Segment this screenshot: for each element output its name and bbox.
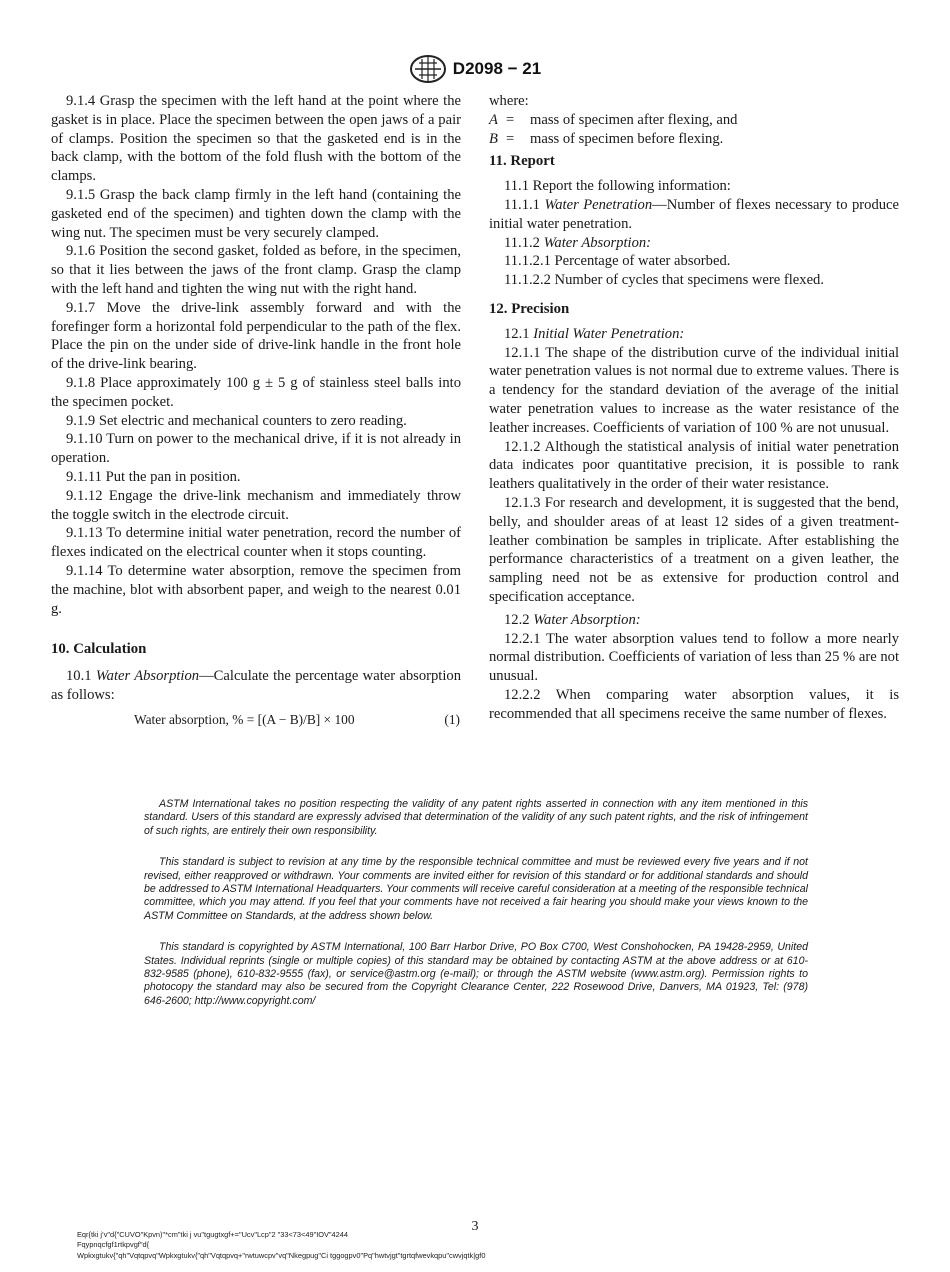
astm-logo-icon bbox=[409, 54, 447, 84]
paragraph-9-1-11: 9.1.11 Put the pan in position. bbox=[66, 468, 241, 485]
paragraph-9-1-12: 9.1.12 Engage the drive-link mechanism and immediately throw the toggle switch in the electrode circuit. bbox=[51, 487, 461, 523]
paragraph-term: Water Absorption: bbox=[533, 611, 641, 628]
paragraph-term: Water Absorption: bbox=[543, 234, 652, 251]
paragraph-12-1-3: 12.1.3 For research and development, it is suggested that the bend, belly, and shoulder areas of at least 12 sides of a given treatment-leather combination be samples in triplicate. After establishing the performance characteristics of a treatment on a given leather, the sampling need not be as extensive for production control and specification acceptance. bbox=[489, 494, 899, 605]
left-column bbox=[51, 92, 461, 730]
paragraph-11-1-2-1: 11.1.2.1 Percentage of water absorbed. bbox=[504, 253, 731, 270]
paragraph-term: Water Absorption bbox=[95, 668, 200, 685]
license-stamp bbox=[77, 1230, 677, 1261]
standard-designation: D2098 − 21 bbox=[452, 59, 542, 78]
paragraph-9-1-10: 9.1.10 Turn on power to the mechanical drive, if it is not already in operation. bbox=[51, 431, 461, 467]
paragraph-9-1-9: 9.1.9 Set electric and mechanical counters to zero reading. bbox=[66, 412, 407, 429]
copyright-notice: This standard is copyrighted by ASTM International, 100 Barr Harbor Drive, PO Box C700, West Conshohocken, PA 19428-2959, United States. Individual reprints (single or multiple copies) of this standard may be obtained by contacting ASTM at the above address or at 610-832-9585 (phone), 610-832-9555 (fax), or service@astm.org (e-mail); or through the ASTM website (www.astm.org). Permission rights to photocopy the standard may also be secured from the Copyright Clearance Center, 222 Rosewood Drive, Danvers, MA 01923, Tel: (978) 646-2600; http://www.copyright.com/ bbox=[144, 941, 808, 1007]
definition-equals: = bbox=[506, 130, 515, 147]
definition-text: mass of specimen after flexing, and bbox=[530, 111, 738, 128]
where-label: where: bbox=[489, 93, 529, 109]
paragraph-9-1-13: 9.1.13 To determine initial water penetration, record the number of flexes indicated on the electrical counter when it stops counting. bbox=[51, 525, 461, 561]
paragraph-12-2 bbox=[489, 611, 899, 630]
right-column bbox=[489, 92, 899, 724]
definition-b bbox=[489, 130, 899, 149]
paragraph-11-1-1 bbox=[489, 196, 899, 234]
patent-notice: ASTM International takes no position respecting the validity of any patent rights asserted in connection with any item mentioned in this standard. Users of this standard are expressly advised that determination of the validity of any such patent rights, and the risk of infringement of such rights, are entirely their own responsibility. bbox=[144, 798, 808, 837]
paragraph-12-2-1: 12.2.1 The water absorption values tend to follow a more nearly normal distribution. Coefficients of variation of less than 25 % are not unusual. bbox=[489, 630, 899, 685]
paragraph-12-1-1: 12.1.1 The shape of the distribution curve of the individual initial water penetration values is not normal due to extreme values. There is a tendency for the standard deviation of the average of the initial water penetration values to increase as the water resistance of the leather increases. Coefficients of variation of 100 % are not unusual. bbox=[489, 344, 899, 436]
paragraph-9-1-5: 9.1.5 Grasp the back clamp firmly in the left hand (containing the gasketed end of the specimen) and tighten down the clamp with the wing nut. The specimen must be very securely clamped. bbox=[51, 186, 461, 241]
paragraph-11-1-2-2: 11.1.2.2 Number of cycles that specimens were flexed. bbox=[504, 272, 825, 289]
paragraph-number: 12.2 bbox=[504, 611, 530, 628]
license-line: Fqypnqcfgf1rtkpvgf"d{ bbox=[77, 1240, 150, 1250]
section-11-heading: 11. Report bbox=[489, 153, 555, 170]
paragraph-11-1-2 bbox=[489, 234, 899, 253]
license-line: Wpkxgtukv{"qh"Vqtqpvq"Wpkxgtukv{"qh"Vqtqpvq+"rwtuwcpv"vq"Nkegpug"Ci tggogpv0"Pq"hwtvjgt"tgrtqfwevkqpu"cwvjqtk|gf0 bbox=[77, 1250, 486, 1260]
paragraph-number: 11.1.1 bbox=[504, 196, 540, 213]
paragraph-9-1-8: 9.1.8 Place approximately 100 g ± 5 g of stainless steel balls into the specimen pocket. bbox=[51, 374, 461, 410]
paragraph-text: —Calculate the percentage water absorption as follows: bbox=[51, 668, 461, 703]
page-header bbox=[0, 52, 950, 86]
paragraph-11-1: 11.1 Report the following information: bbox=[504, 178, 731, 195]
paragraph-10-1 bbox=[51, 667, 461, 705]
paragraph-9-1-6: 9.1.6 Position the second gasket, folded as before, in the specimen, so that it lies between the jaws of the front clamp. Grasp the clamp with the left hand and tighten the wing nut with the right hand. bbox=[51, 243, 461, 297]
footer-notices bbox=[144, 798, 808, 1026]
equation-body: Water absorption, % = [(A − B)/B] × 100 bbox=[134, 711, 355, 727]
paragraph-12-1-2: 12.1.2 Although the statistical analysis of initial water penetration data indicates poor quantitative precision, it is possible to rank leathers qualitatively in the order of their water resistance. bbox=[489, 438, 899, 493]
definition-symbol: A bbox=[489, 111, 498, 128]
paragraph-term: Initial Water Penetration: bbox=[533, 325, 685, 342]
paragraph-9-1-7: 9.1.7 Move the drive-link assembly forward and with the forefinger form a horizontal fold perpendicular to the path of the flex. Place the pin on the under side of drive-link handle in the front hole of the drive-link bearing. bbox=[51, 299, 461, 373]
paragraph-12-1 bbox=[489, 325, 899, 344]
paragraph-12-2-2: 12.2.2 When comparing water absorption values, it is recommended that all specimens receive the same number of flexes. bbox=[489, 686, 899, 722]
page-number: 3 bbox=[471, 1219, 479, 1234]
paragraph-number: 12.1 bbox=[504, 325, 530, 342]
definition-text: mass of specimen before flexing. bbox=[530, 130, 724, 147]
revision-notice: This standard is subject to revision at any time by the responsible technical committee and must be reviewed every five years and if not revised, either reapproved or withdrawn. Your comments are invited either for revision of this standard or for additional standards and should be addressed to ASTM International Headquarters. Your comments will receive careful consideration at a meeting of the responsible technical committee, which you may attend. If you feel that your comments have not received a fair hearing you should make your views known to the ASTM Committee on Standards, at the address shown below. bbox=[144, 856, 808, 922]
definition-a bbox=[489, 111, 899, 130]
paragraph-number: 11.1.2 bbox=[504, 234, 540, 251]
paragraph-text: —Number of flexes necessary to produce initial water penetration. bbox=[489, 196, 899, 232]
section-12-heading: 12. Precision bbox=[489, 300, 570, 317]
section-10-heading: 10. Calculation bbox=[51, 641, 147, 658]
equation-1 bbox=[51, 711, 461, 730]
paragraph-9-1-4: 9.1.4 Grasp the specimen with the left hand at the point where the gasket is in place. Place the specimen between the open jaws of a pair of clamps. Position the specimen so that the gasketed end is in the back clamp, with the bottom of the fold flush with the bottom of the clamps. bbox=[51, 93, 461, 185]
paragraph-term: Water Penetration bbox=[544, 196, 653, 213]
equation-number: (1) bbox=[444, 711, 460, 727]
license-line: Eqr{tki j’v"d{"CUVO"Kpvn)"*cm"tki j vu"tgugtxgf+="Ucv"Lcp"2 "33<73<49"IOV"4244 bbox=[77, 1230, 348, 1239]
definition-equals: = bbox=[506, 111, 515, 128]
definition-symbol: B bbox=[489, 130, 498, 147]
paragraph-number: 10.1 bbox=[66, 668, 92, 685]
paragraph-9-1-14: 9.1.14 To determine water absorption, remove the specimen from the machine, blot with absorbent paper, and weigh to the nearest 0.01 g. bbox=[51, 562, 461, 617]
